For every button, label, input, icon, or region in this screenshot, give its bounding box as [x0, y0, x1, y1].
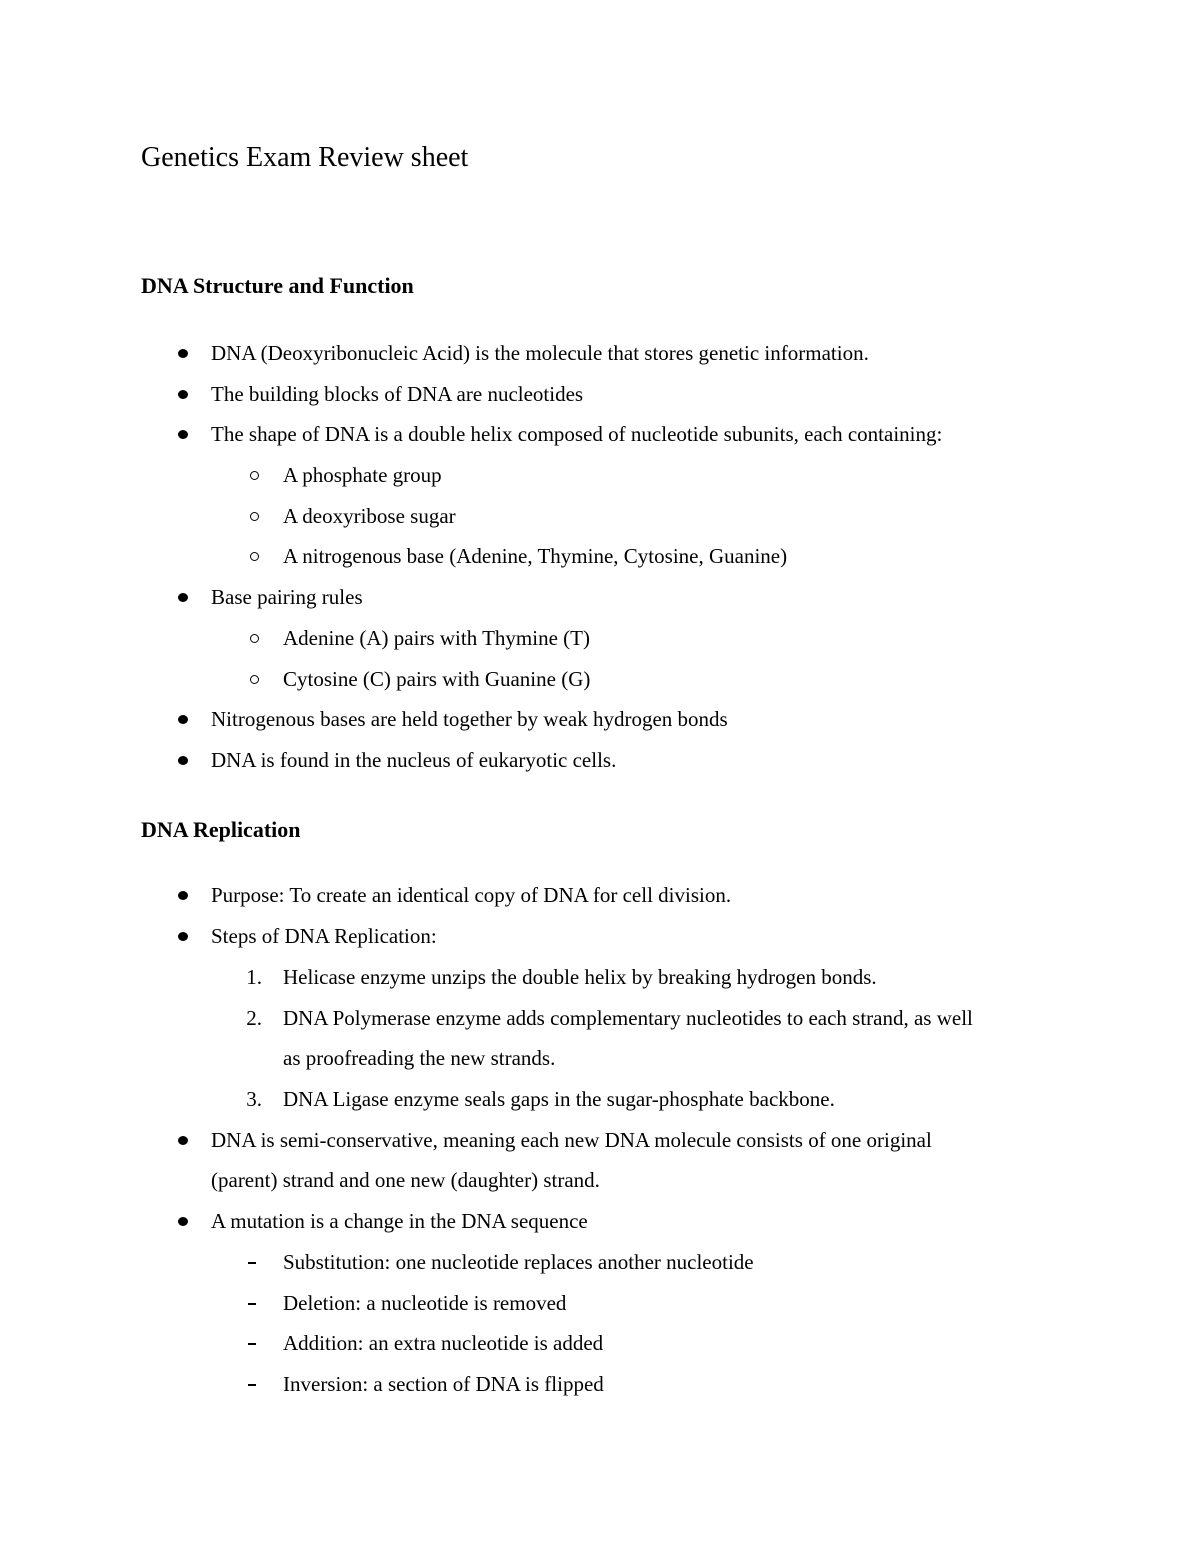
bullet-marker — [178, 430, 188, 439]
dash-marker — [248, 1262, 256, 1264]
sub-list-item: Adenine (A) pairs with Thymine (T) — [283, 626, 590, 650]
dash-marker — [248, 1343, 256, 1345]
bullet-marker — [178, 715, 188, 724]
sub-list-item: Cytosine (C) pairs with Guanine (G) — [283, 667, 591, 691]
bullet-marker — [178, 756, 188, 765]
sub-bullet-marker — [250, 512, 259, 521]
sub-bullet-marker — [250, 634, 259, 643]
bullet-marker — [178, 1217, 188, 1226]
sub-list-item: A phosphate group — [283, 463, 442, 487]
step-item: DNA Ligase enzyme seals gaps in the sugar-phosphate backbone. — [283, 1087, 835, 1111]
sub-bullet-marker — [250, 552, 259, 561]
bullet-marker — [178, 932, 188, 941]
list-item: Base pairing rules — [211, 585, 363, 609]
sub-list-item: A deoxyribose sugar — [283, 504, 456, 528]
list-item-continued: (parent) strand and one new (daughter) strand. — [211, 1168, 600, 1192]
list-item: DNA is found in the nucleus of eukaryotic cells. — [211, 748, 617, 772]
bullet-marker — [178, 593, 188, 602]
list-item: Nitrogenous bases are held together by weak hydrogen bonds — [211, 707, 728, 731]
bullet-marker — [178, 1136, 188, 1145]
bullet-marker — [178, 390, 188, 399]
step-item: Helicase enzyme unzips the double helix by breaking hydrogen bonds. — [283, 965, 877, 989]
list-item: DNA is semi-conservative, meaning each new DNA molecule consists of one original — [211, 1128, 932, 1152]
dash-marker — [248, 1303, 256, 1305]
sub-bullet-marker — [250, 675, 259, 684]
dash-list-item: Deletion: a nucleotide is removed — [283, 1291, 567, 1315]
bullet-marker — [178, 891, 188, 900]
step-number: 3. — [246, 1087, 262, 1111]
bullet-marker — [178, 349, 188, 358]
list-item: DNA (Deoxyribonucleic Acid) is the molecule that stores genetic information. — [211, 341, 869, 365]
list-item: Steps of DNA Replication: — [211, 924, 437, 948]
step-number: 2. — [246, 1006, 262, 1030]
sub-list-item: A nitrogenous base (Adenine, Thymine, Cytosine, Guanine) — [283, 544, 788, 568]
step-item-continued: as proofreading the new strands. — [283, 1046, 556, 1070]
dash-list-item: Substitution: one nucleotide replaces another nucleotide — [283, 1250, 754, 1274]
dash-list-item: Inversion: a section of DNA is flipped — [283, 1372, 604, 1396]
dash-marker — [248, 1384, 256, 1386]
step-item: DNA Polymerase enzyme adds complementary nucleotides to each strand, as well — [283, 1006, 973, 1030]
section-heading-dna-replication: DNA Replication — [141, 817, 301, 842]
list-item: A mutation is a change in the DNA sequence — [211, 1209, 588, 1233]
list-item: The building blocks of DNA are nucleotides — [211, 382, 584, 406]
dash-list-item: Addition: an extra nucleotide is added — [283, 1331, 604, 1355]
list-item: The shape of DNA is a double helix composed of nucleotide subunits, each containing: — [211, 422, 943, 446]
list-item: Purpose: To create an identical copy of DNA for cell division. — [211, 883, 732, 907]
document-title: Genetics Exam Review sheet — [141, 142, 469, 173]
step-number: 1. — [246, 965, 262, 989]
section-heading-dna-structure: DNA Structure and Function — [141, 273, 414, 298]
sub-bullet-marker — [250, 471, 259, 480]
